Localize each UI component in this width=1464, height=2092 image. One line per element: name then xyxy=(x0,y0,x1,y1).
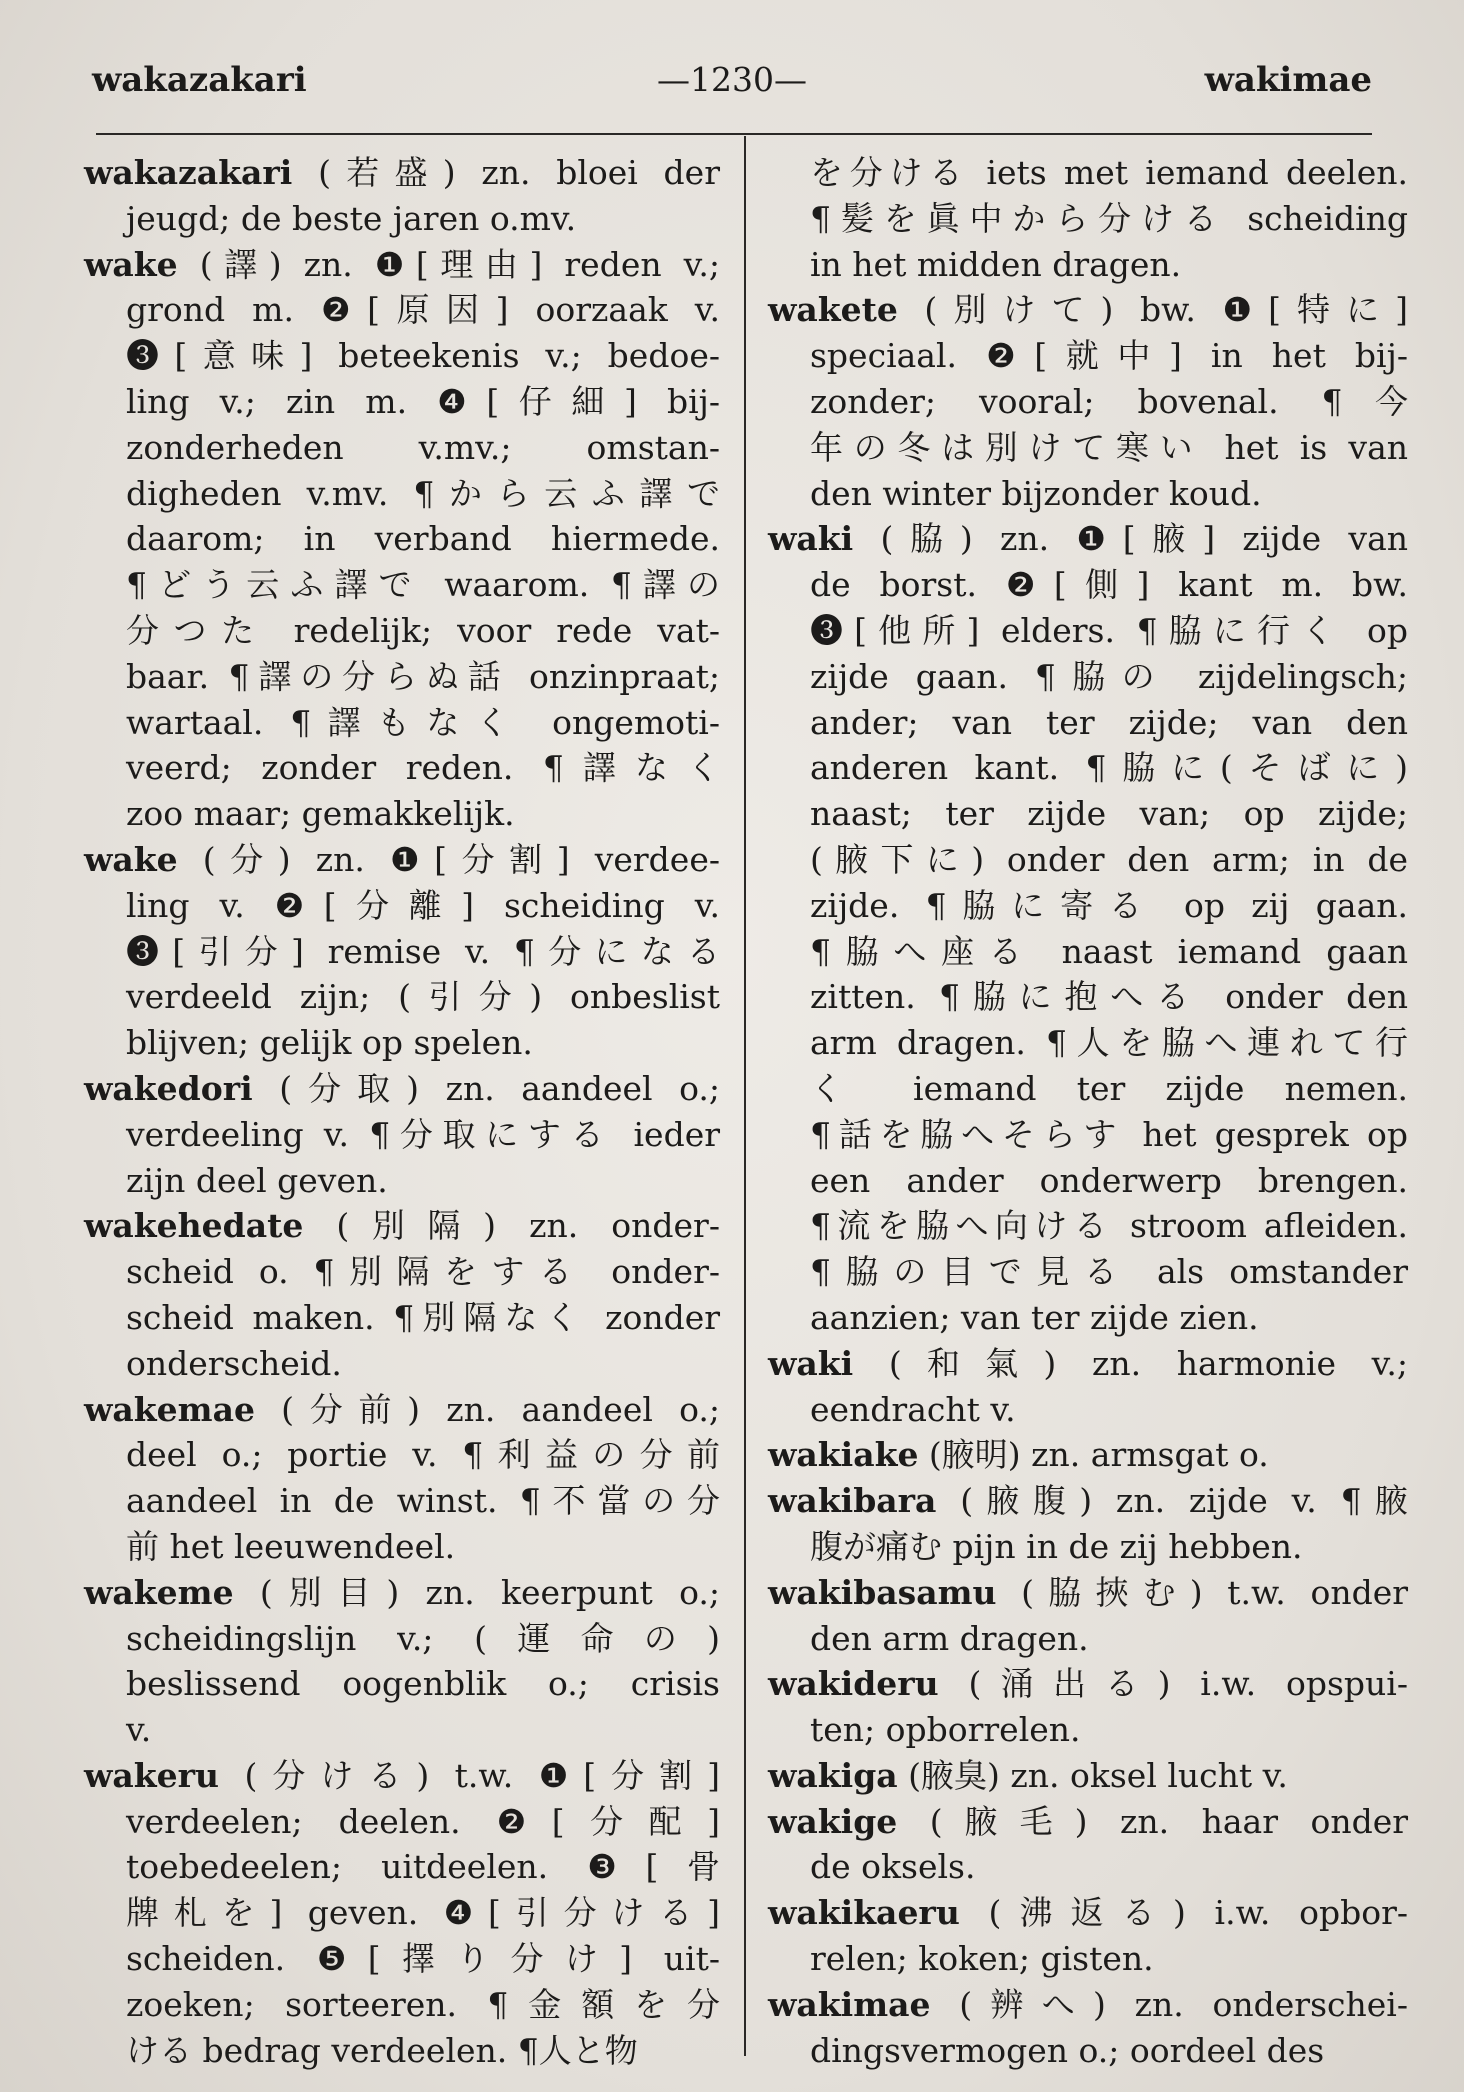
entry-line: ける bedrag verdeelen. ¶人と物 xyxy=(126,2030,638,2070)
entry-line: aanzien; van ter zijde zien. xyxy=(810,1297,1259,1337)
headword: wakiga xyxy=(768,1755,898,1795)
entry-line: zoo maar; gemakkelijk. xyxy=(126,794,515,834)
headword: wake xyxy=(84,839,178,879)
entry-headword-line: waki (和氣) zn. harmonie v.; xyxy=(768,1343,1408,1383)
entry-line: relen; koken; gisten. xyxy=(810,1939,1154,1979)
entry-line: verdeeld zijn; (引分) onbeslist xyxy=(126,977,720,1017)
entry-line: (腋下に) onder den arm; in de xyxy=(810,839,1408,879)
entry-line: zonder; vooral; bovenal. ¶今 xyxy=(810,381,1408,421)
entry-headword-line: wakibasamu (脇挾む) t.w. onder xyxy=(768,1572,1408,1612)
entry-line: een ander onderwerp brengen. xyxy=(810,1160,1408,1200)
entry-line: eendracht v. xyxy=(810,1389,1016,1429)
entry-line: ❸[他所] elders. ¶脇に行く op xyxy=(810,610,1408,650)
entry-line: beslissend oogenblik o.; crisis xyxy=(126,1664,720,1704)
entry-line: baar. ¶譯の分らぬ話 onzinpraat; xyxy=(126,656,720,696)
entry-headword-line: wakimae (辨へ) zn. onderschei- xyxy=(768,1984,1408,2024)
entry-line: scheid maken. ¶別隔なく zonder xyxy=(126,1297,720,1337)
entry-headword-line: wakazakari (若盛) zn. bloei der xyxy=(84,153,720,192)
entry-line: 牌札を] geven. ❹[引分ける] xyxy=(126,1893,720,1933)
entry-line: ❸[意味] beteekenis v.; bedoe- xyxy=(126,336,720,376)
headword: waki xyxy=(768,519,854,559)
entry-line: onderscheid. xyxy=(126,1343,342,1383)
headword: wakehedate xyxy=(84,1206,304,1246)
header-rule xyxy=(96,133,1372,135)
entry-line: zijn deel geven. xyxy=(126,1160,388,1200)
headword: wake xyxy=(84,244,178,284)
entry-line: verdeelen; deelen. ❷[分配] xyxy=(126,1801,720,1841)
headword: waki xyxy=(768,1343,854,1383)
entry-line: zijde. ¶脇に寄る op zij gaan. xyxy=(810,885,1408,925)
headword: wakikaeru xyxy=(768,1893,960,1933)
entry-line: ling v. ❷[分離] scheiding v. xyxy=(126,885,720,925)
entry-line: de borst. ❷[側] kant m. bw. xyxy=(810,565,1408,605)
running-header xyxy=(92,48,1372,108)
headword: wakibasamu xyxy=(768,1572,997,1612)
entry-line: aandeel in de winst. ¶不當の分 xyxy=(126,1481,720,1521)
entry-line: ¶脇の目で見る als omstander xyxy=(810,1252,1408,1292)
entry-line: ¶どう云ふ譯で waarom. ¶譯の xyxy=(126,565,720,605)
entry-headword-line: wakiga (腋臭) zn. oksel lucht v. xyxy=(768,1755,1288,1795)
entry-line: veerd; zonder reden. ¶譯なく xyxy=(126,748,720,788)
entry-headword-line: wakiake (腋明) zn. armsgat o. xyxy=(768,1435,1269,1475)
entry-line: ¶流を脇へ向ける stroom afleiden. xyxy=(810,1206,1408,1246)
headword: wakazakari xyxy=(84,153,293,192)
entry-headword-line: waki (脇) zn. ❶[腋] zijde van xyxy=(768,519,1408,559)
entry-line: scheidingslijn v.; (運命の) xyxy=(126,1618,720,1658)
entry-headword-line: wakeru (分ける) t.w. ❶[分割] xyxy=(84,1755,720,1795)
entry-line: blijven; gelijk op spelen. xyxy=(126,1023,533,1063)
left-column xyxy=(84,150,720,2070)
entry-line: zijde gaan. ¶脇の zijdelingsch; xyxy=(810,656,1408,696)
entry-headword-line: wakedori (分取) zn. aandeel o.; xyxy=(84,1068,720,1108)
entry-line: 腹が痛む pijn in de zij hebben. xyxy=(810,1526,1303,1566)
entry-line: naast; ter zijde van; op zijde; xyxy=(810,794,1408,834)
page-number: —1230— xyxy=(657,60,807,99)
entry-headword-line: wake (分) zn. ❶[分割] verdee- xyxy=(84,839,720,879)
entry-line: de oksels. xyxy=(810,1847,976,1887)
entry-line: 前 het leeuwendeel. xyxy=(126,1526,456,1566)
entry-line: digheden v.mv. ¶から云ふ譯で xyxy=(126,473,720,513)
headword: wakibara xyxy=(768,1481,937,1521)
right-guide-word: wakimae xyxy=(1204,60,1372,100)
entry-line: を分ける iets met iemand deelen. xyxy=(810,153,1408,192)
headword: wakige xyxy=(768,1801,898,1841)
entry-line: zonderheden v.mv.; omstan- xyxy=(126,427,720,467)
entry-line: verdeeling v. ¶分取にする ieder xyxy=(126,1114,720,1154)
entry-line: wartaal. ¶譯もなく ongemoti- xyxy=(126,702,720,742)
headword: wakeru xyxy=(84,1755,220,1795)
entry-line: ¶髪を眞中から分ける scheiding xyxy=(810,198,1408,238)
entry-headword-line: wake (譯) zn. ❶[理由] reden v.; xyxy=(84,244,720,284)
entry-line: ander; van ter zijde; van den xyxy=(810,702,1408,742)
entry-headword-line: wakemae (分前) zn. aandeel o.; xyxy=(84,1389,720,1429)
entry-line: toebedeelen; uitdeelen. ❸[骨 xyxy=(126,1847,720,1887)
entry-line: den winter bijzonder koud. xyxy=(810,473,1262,513)
entry-line: く iemand ter zijde nemen. xyxy=(810,1068,1408,1108)
entry-line: anderen kant. ¶脇に(そばに) xyxy=(810,748,1408,788)
headword: wakeme xyxy=(84,1572,234,1612)
entry-headword-line: wakideru (涌出る) i.w. opspui- xyxy=(768,1664,1408,1704)
entry-line: ling v.; zin m. ❹[仔細] bij- xyxy=(126,381,720,421)
entry-line: ten; opborrelen. xyxy=(810,1710,1081,1750)
left-guide-word: wakazakari xyxy=(92,60,307,100)
entry-line: ¶脇へ座る naast iemand gaan xyxy=(810,931,1408,971)
entry-line: den arm dragen. xyxy=(810,1618,1089,1658)
entry-line: daarom; in verband hiermede. xyxy=(126,519,720,559)
entry-line: zitten. ¶脇に抱へる onder den xyxy=(810,977,1408,1017)
entry-line: ❸[引分] remise v. ¶分になる xyxy=(126,931,720,971)
entry-line: speciaal. ❷[就中] in het bij- xyxy=(810,336,1408,376)
headword: wakete xyxy=(768,290,898,330)
headword: wakedori xyxy=(84,1068,253,1108)
entry-line: jeugd; de beste jaren o.mv. xyxy=(126,198,577,238)
entry-line: deel o.; portie v. ¶利益の分前 xyxy=(126,1435,720,1475)
entry-line: scheid o. ¶別隔をする onder- xyxy=(126,1252,720,1292)
entry-line: 分つた redelijk; voor rede vat- xyxy=(126,610,720,650)
right-column xyxy=(768,150,1408,2070)
entry-line: arm dragen. ¶人を脇へ連れて行 xyxy=(810,1023,1408,1063)
entry-line: v. xyxy=(126,1710,152,1750)
entry-line: 年の冬は別けて寒い het is van xyxy=(810,427,1408,467)
entry-line: zoeken; sorteeren. ¶金額を分 xyxy=(126,1984,720,2024)
column-divider xyxy=(744,136,746,2056)
entry-line: dingsvermogen o.; oordeel des xyxy=(810,2030,1325,2070)
entry-headword-line: wakehedate (別隔) zn. onder- xyxy=(84,1206,720,1246)
headword: wakemae xyxy=(84,1389,255,1429)
headword: wakiake xyxy=(768,1435,919,1475)
entry-line: ¶話を脇へそらす het gesprek op xyxy=(810,1114,1408,1154)
headword: wakimae xyxy=(768,1984,931,2024)
entry-headword-line: wakete (別けて) bw. ❶[特に] xyxy=(768,290,1408,330)
entry-headword-line: wakeme (別目) zn. keerpunt o.; xyxy=(84,1572,720,1612)
entry-line: in het midden dragen. xyxy=(810,244,1182,284)
entry-headword-line: wakikaeru (沸返る) i.w. opbor- xyxy=(768,1893,1408,1933)
entry-line: scheiden. ❺[擇り分け] uit- xyxy=(126,1939,720,1979)
entry-line: grond m. ❷[原因] oorzaak v. xyxy=(126,290,720,330)
headword: wakideru xyxy=(768,1664,939,1704)
entry-headword-line: wakige (腋毛) zn. haar onder xyxy=(768,1801,1408,1841)
entry-headword-line: wakibara (腋腹) zn. zijde v. ¶腋 xyxy=(768,1481,1408,1521)
